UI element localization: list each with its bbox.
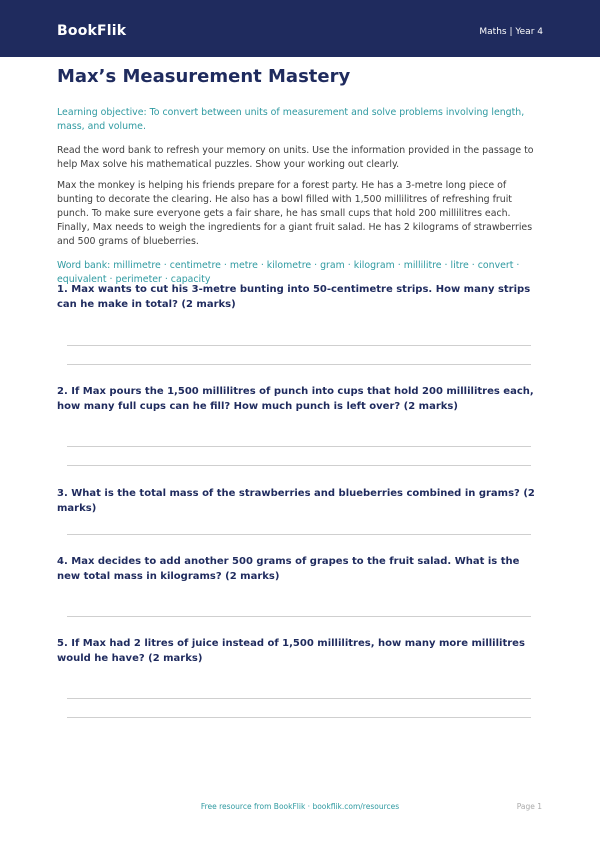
question-3: 3. What is the total mass of the strawberries and blueberries combined in grams? (2 marks)	[57, 488, 535, 514]
answer-line[interactable]	[67, 717, 531, 718]
answer-line[interactable]	[67, 534, 531, 535]
answer-line[interactable]	[67, 345, 531, 346]
question-4: 4. Max decides to add another 500 grams of grapes to the fruit salad. What is the new total mass in kilograms? (2 marks)	[57, 556, 520, 582]
answer-line[interactable]	[67, 446, 531, 447]
story-passage: Max the monkey is helping his friends prepare for a forest party. He has a 3-metre long piece of bunting to decorate the clearing. He also has a bowl filled with 1,500 millilitres of refreshing fruit punch. To make sure everyone gets a fair share, he has small cups that hold 200 millilitres each. Finally, Max needs to weigh the ingredients for a giant fruit salad. He has 2 kilograms of strawberries and 500 grams of blueberries.	[57, 180, 533, 247]
word-bank: Word bank: millimetre · centimetre · metre · kilometre · gram · kilogram · millilitre · litre · convert · equivalent · perimeter · capacity	[57, 260, 520, 285]
instructions-text: Read the word bank to refresh your memory on units. Use the information provided in the passage to help Max solve his mathematical puzzles. Show your working out clearly.	[57, 145, 534, 170]
question-1: 1. Max wants to cut his 3-metre bunting into 50-centimetre strips. How many strips can he make in total? (2 marks)	[57, 284, 531, 310]
page-header	[0, 0, 600, 57]
answer-line[interactable]	[67, 616, 531, 617]
learning-objective: Learning objective: To convert between units of measurement and solve problems involving length, mass, and volume.	[57, 107, 525, 132]
subject-year-label: Maths | Year 4	[479, 27, 543, 37]
brand-logo[interactable]: BookFlik	[57, 23, 127, 39]
question-5: 5. If Max had 2 litres of juice instead of 1,500 millilitres, how many more millilitres would he have? (2 marks)	[57, 638, 525, 664]
footer-credit[interactable]: Free resource from BookFlik · bookflik.com/resources	[200, 802, 400, 811]
question-2: 2. If Max pours the 1,500 millilitres of punch into cups that hold 200 millilitres each, how many full cups can he fill? How much punch is left over? (2 marks)	[57, 386, 534, 412]
worksheet-intro	[57, 66, 543, 287]
answer-line[interactable]	[67, 698, 531, 699]
answer-line[interactable]	[67, 364, 531, 365]
page-number: Page 1	[516, 802, 542, 811]
answer-line[interactable]	[67, 465, 531, 466]
page-title: Max’s Measurement Mastery	[57, 66, 351, 87]
